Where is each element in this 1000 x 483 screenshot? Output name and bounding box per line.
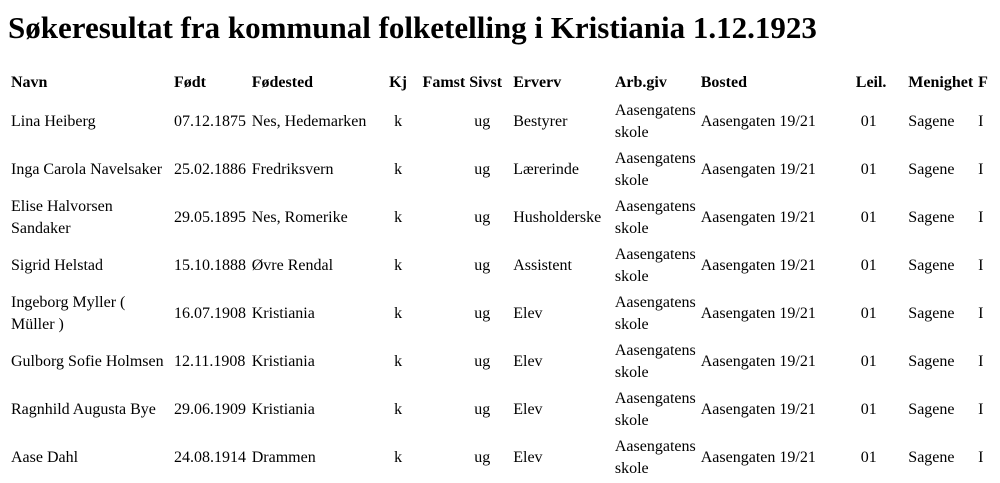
cell-erverv: Assistent [513, 257, 572, 274]
cell-bosted: Aasengaten 19/21 [700, 161, 816, 178]
cell-bosted: Aasengaten 19/21 [700, 113, 816, 130]
census-results-table [8, 66, 1000, 483]
table-row [10, 435, 998, 481]
cell-fodested: Fredriksvern [251, 161, 334, 178]
cell-navn: Elise Halvorsen Sandaker [11, 198, 113, 237]
table-row [10, 339, 998, 385]
cell-fodt: 24.08.1914 [174, 449, 246, 466]
cell-erverv: Elev [513, 353, 543, 370]
cell-erverv: Lærerinde [513, 161, 579, 178]
cell-fodt: 29.05.1895 [174, 209, 246, 226]
cell-fodested: Nes, Hedemarken [251, 113, 367, 130]
cell-leil: 01 [860, 113, 877, 130]
cell-sivst: ug [474, 353, 491, 370]
cell-extra: I [978, 353, 984, 370]
cell-sivst: ug [474, 113, 491, 130]
cell-extra: I [978, 113, 984, 130]
cell-extra: I [978, 209, 984, 226]
cell-bosted: Aasengaten 19/21 [700, 209, 816, 226]
cell-menighet: Sagene [908, 449, 955, 466]
header-sivst: Sivst [469, 73, 503, 91]
table-row [10, 387, 998, 433]
cell-sivst: ug [474, 257, 491, 274]
table-row [10, 99, 998, 145]
cell-fodt: 16.07.1908 [174, 305, 246, 322]
cell-menighet: Sagene [908, 113, 955, 130]
cell-arbgiv: Aasengatens skole [614, 198, 696, 237]
table-body [10, 99, 998, 481]
cell-kj: k [394, 257, 403, 274]
cell-navn: Aase Dahl [11, 449, 79, 466]
cell-navn: Ragnhild Augusta Bye [11, 401, 156, 418]
cell-bosted: Aasengaten 19/21 [700, 305, 816, 322]
cell-extra: I [978, 401, 984, 418]
cell-fodt: 07.12.1875 [174, 113, 246, 130]
table-row [10, 147, 998, 193]
cell-fodested: Nes, Romerike [251, 209, 348, 226]
cell-navn: Gulborg Sofie Holmsen [11, 353, 164, 370]
cell-leil: 01 [860, 449, 877, 466]
cell-menighet: Sagene [908, 305, 955, 322]
header-extra: F [978, 73, 988, 91]
cell-bosted: Aasengaten 19/21 [700, 449, 816, 466]
cell-famst [422, 195, 467, 241]
cell-arbgiv: Aasengatens skole [614, 438, 696, 477]
cell-leil: 01 [860, 353, 877, 370]
cell-bosted: Aasengaten 19/21 [700, 353, 816, 370]
cell-arbgiv: Aasengatens skole [614, 102, 696, 141]
cell-extra: I [978, 257, 984, 274]
cell-famst [422, 147, 467, 193]
header-leil: Leil. [855, 73, 887, 91]
cell-sivst: ug [474, 449, 491, 466]
cell-famst [422, 243, 467, 289]
cell-kj: k [394, 305, 403, 322]
table-row [10, 195, 998, 241]
table-row [10, 291, 998, 337]
cell-extra: I [978, 449, 984, 466]
cell-famst [422, 435, 467, 481]
cell-navn: Lina Heiberg [11, 113, 96, 130]
header-kj: Kj [389, 73, 407, 91]
cell-erverv: Bestyrer [513, 113, 568, 130]
header-menighet: Menighet [908, 73, 974, 91]
cell-menighet: Sagene [908, 161, 955, 178]
table-header-row [10, 68, 998, 97]
cell-kj: k [394, 353, 403, 370]
cell-fodt: 25.02.1886 [174, 161, 246, 178]
cell-erverv: Elev [513, 401, 543, 418]
header-famst: Famst [422, 73, 466, 91]
cell-arbgiv: Aasengatens skole [614, 390, 696, 429]
cell-navn: Inga Carola Navelsaker [11, 161, 163, 178]
cell-fodested: Kristiania [251, 353, 315, 370]
table-row [10, 243, 998, 289]
cell-bosted: Aasengaten 19/21 [700, 401, 816, 418]
cell-fodt: 12.11.1908 [174, 353, 246, 370]
cell-arbgiv: Aasengatens skole [614, 246, 696, 285]
cell-fodt: 15.10.1888 [174, 257, 246, 274]
cell-menighet: Sagene [908, 401, 955, 418]
cell-fodested: Drammen [251, 449, 316, 466]
cell-navn: Ingeborg Myller ( Müller ) [11, 294, 126, 333]
cell-fodested: Kristiania [251, 305, 315, 322]
cell-extra: I [978, 305, 984, 322]
cell-fodested: Øvre Rendal [251, 257, 334, 274]
header-navn: Navn [11, 73, 48, 91]
cell-arbgiv: Aasengatens skole [614, 342, 696, 381]
header-bosted: Bosted [700, 73, 747, 91]
cell-erverv: Elev [513, 305, 543, 322]
cell-arbgiv: Aasengatens skole [614, 150, 696, 189]
cell-kj: k [394, 161, 403, 178]
cell-sivst: ug [474, 305, 491, 322]
header-arbgiv: Arb.giv [614, 73, 667, 91]
cell-erverv: Husholderske [513, 209, 602, 226]
cell-leil: 01 [860, 209, 877, 226]
cell-erverv: Elev [513, 449, 543, 466]
cell-kj: k [394, 113, 403, 130]
cell-sivst: ug [474, 209, 491, 226]
cell-fodested: Kristiania [251, 401, 315, 418]
cell-bosted: Aasengaten 19/21 [700, 257, 816, 274]
cell-leil: 01 [860, 161, 877, 178]
cell-menighet: Sagene [908, 257, 955, 274]
cell-arbgiv: Aasengatens skole [614, 294, 696, 333]
cell-menighet: Sagene [908, 353, 955, 370]
cell-kj: k [394, 449, 403, 466]
cell-fodt: 29.06.1909 [174, 401, 246, 418]
cell-famst [422, 291, 467, 337]
header-fodt: Født [174, 73, 206, 91]
cell-sivst: ug [474, 161, 491, 178]
cell-menighet: Sagene [908, 209, 955, 226]
cell-famst [422, 339, 467, 385]
cell-kj: k [394, 209, 403, 226]
cell-extra: I [978, 161, 984, 178]
cell-kj: k [394, 401, 403, 418]
page-title: Søkeresultat fra kommunal folketelling i Kristiania 1.12.1923 [8, 10, 817, 45]
cell-leil: 01 [860, 257, 877, 274]
cell-leil: 01 [860, 401, 877, 418]
cell-sivst: ug [474, 401, 491, 418]
cell-famst [422, 99, 467, 145]
header-erverv: Erverv [513, 73, 562, 91]
cell-famst [422, 387, 467, 433]
header-fodested: Fødested [251, 73, 314, 91]
cell-navn: Sigrid Helstad [11, 257, 103, 274]
cell-leil: 01 [860, 305, 877, 322]
